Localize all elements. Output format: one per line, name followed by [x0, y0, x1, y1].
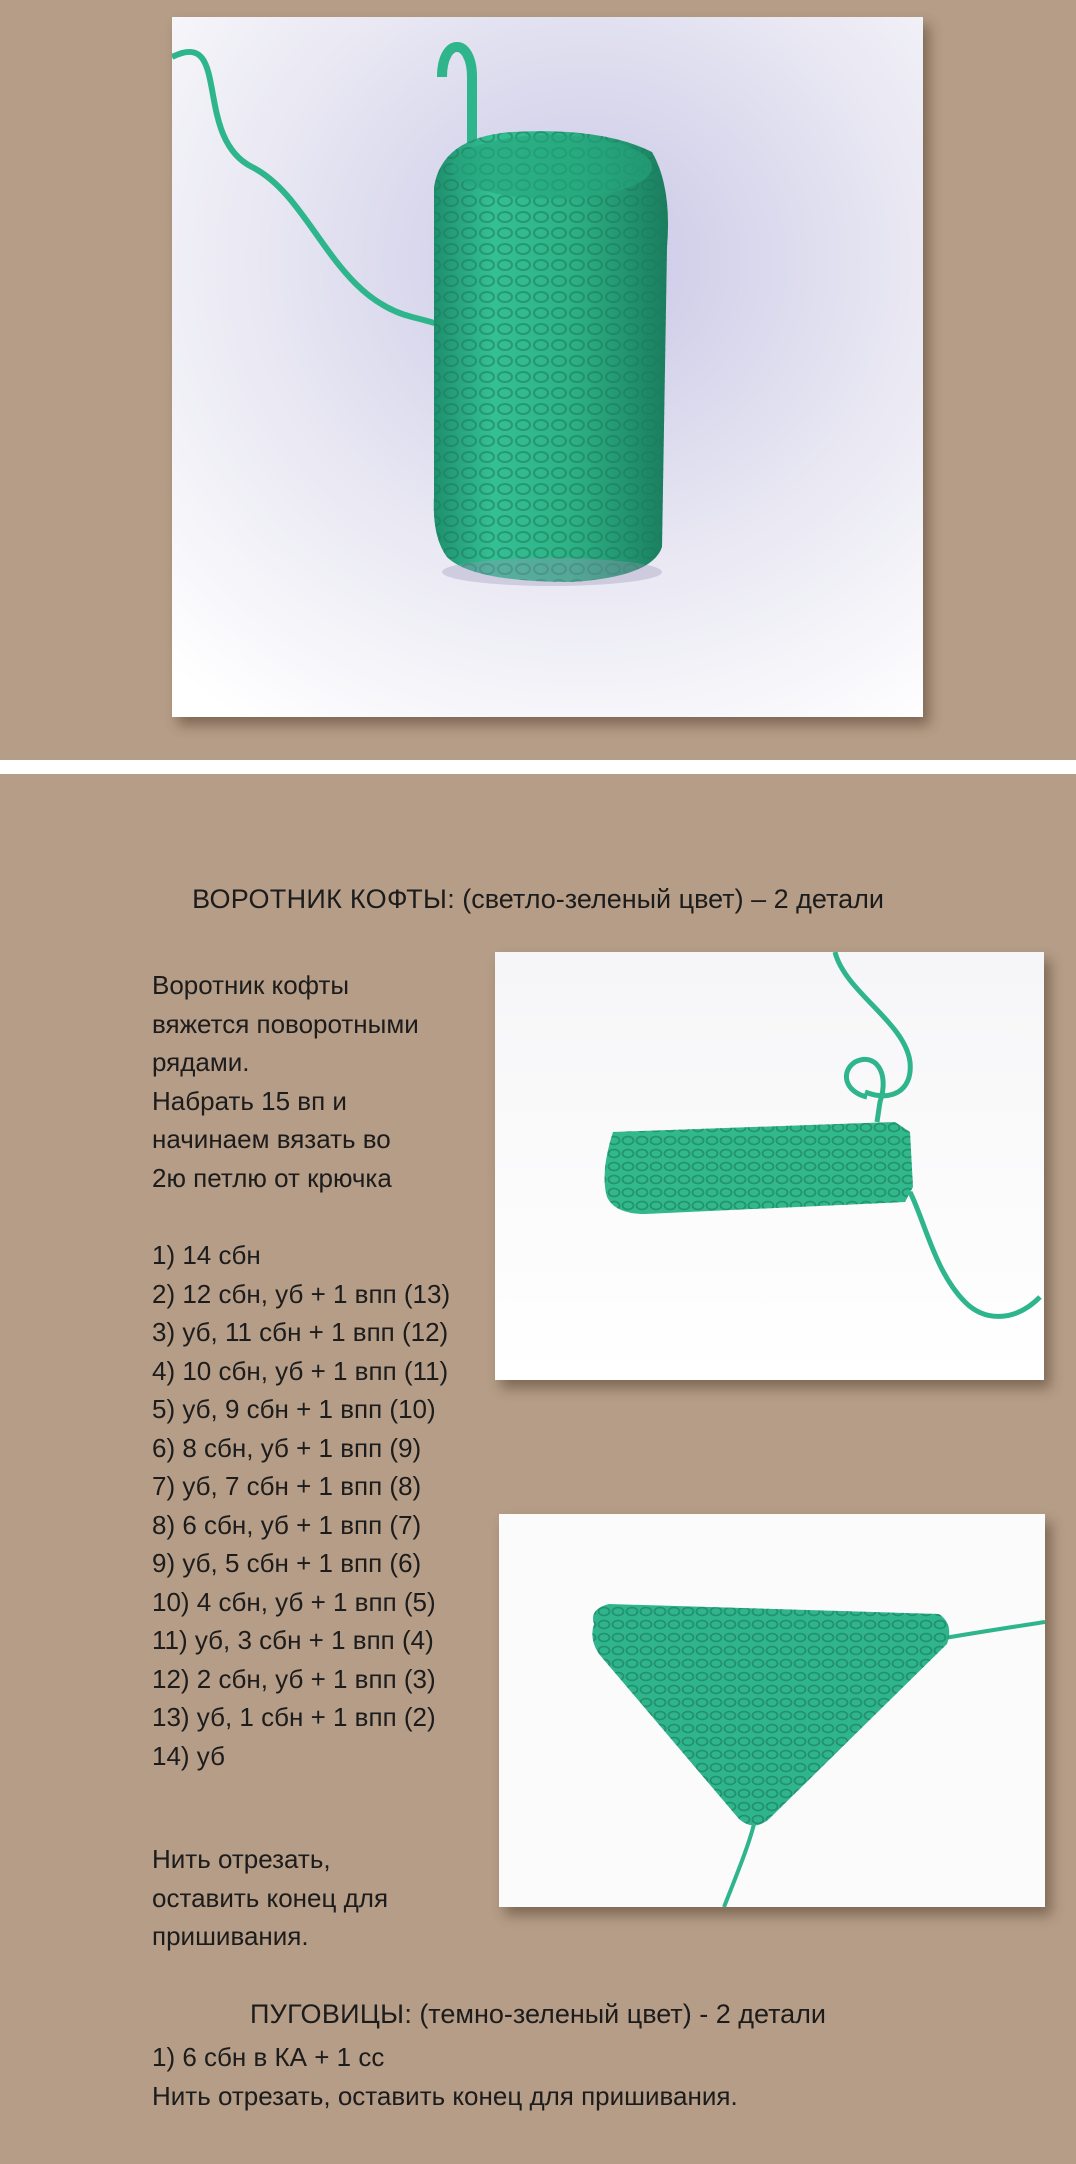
collar-strip-photo	[495, 952, 1044, 1380]
collar-title-main: ВОРОТНИК КОФТЫ	[192, 884, 448, 914]
collar-triangle-photo	[499, 1514, 1045, 1907]
page-divider	[0, 760, 1076, 774]
collar-outro-line: оставить конец для	[152, 1882, 389, 1913]
collar-section-title	[0, 882, 1076, 916]
collar-rows-list	[152, 1236, 512, 1775]
collar-row: 1) 14 сбн	[152, 1240, 261, 1270]
collar-intro-line: Воротник кофты	[152, 970, 350, 1000]
collar-row: 14) уб	[152, 1740, 225, 1771]
collar-row: 2) 12 сбн, уб + 1 впп (13)	[152, 1278, 451, 1309]
collar-row: 4) 10 сбн, уб + 1 впп (11)	[152, 1355, 449, 1386]
collar-intro-line: вяжется поворотными	[152, 1008, 419, 1039]
collar-row: 11) уб, 3 сбн + 1 впп (4)	[152, 1625, 434, 1655]
collar-row: 3) уб, 11 сбн + 1 впп (12)	[152, 1317, 449, 1347]
crochet-sleeve-photo	[172, 17, 923, 717]
buttons-line: Нить отрезать, оставить конец для пришивания.	[152, 2080, 738, 2111]
page-bottom	[0, 774, 1076, 2164]
buttons-section-title	[0, 1997, 1076, 2031]
buttons-title-details: : (темно-зеленый цвет) - 2 детали	[404, 1999, 827, 2029]
collar-row: 9) уб, 5 сбн + 1 впп (6)	[152, 1548, 422, 1578]
buttons-line: 1) 6 сбн в КА + 1 сс	[152, 2042, 385, 2072]
collar-title-details: : (светло-зеленый цвет) – 2 детали	[447, 884, 884, 914]
collar-intro-line: 2ю петлю от крючка	[152, 1162, 392, 1193]
collar-intro-line: рядами.	[152, 1047, 250, 1077]
collar-outro	[152, 1840, 512, 1956]
collar-row: 12) 2 сбн, уб + 1 впп (3)	[152, 1663, 436, 1694]
page-top	[0, 0, 1076, 760]
collar-row: 13) уб, 1 сбн + 1 впп (2)	[152, 1702, 436, 1732]
buttons-instructions	[152, 2038, 738, 2115]
collar-intro-line: начинаем вязать во	[152, 1124, 391, 1154]
collar-intro	[152, 966, 512, 1197]
collar-row: 7) уб, 7 сбн + 1 впп (8)	[152, 1471, 422, 1501]
crochet-cylinder-image	[172, 17, 923, 717]
collar-row: 6) 8 сбн, уб + 1 впп (9)	[152, 1432, 422, 1463]
collar-outro-line: пришивания.	[152, 1921, 309, 1951]
crochet-strip-image	[495, 952, 1044, 1380]
collar-row: 8) 6 сбн, уб + 1 впп (7)	[152, 1509, 422, 1540]
collar-intro-line: Набрать 15 вп и	[152, 1085, 347, 1116]
collar-row: 10) 4 сбн, уб + 1 впп (5)	[152, 1586, 436, 1617]
collar-outro-line: Нить отрезать,	[152, 1844, 331, 1874]
buttons-title-main: ПУГОВИЦЫ	[249, 1999, 405, 2029]
crochet-triangle-image	[499, 1514, 1045, 1907]
collar-row: 5) уб, 9 сбн + 1 впп (10)	[152, 1394, 436, 1424]
